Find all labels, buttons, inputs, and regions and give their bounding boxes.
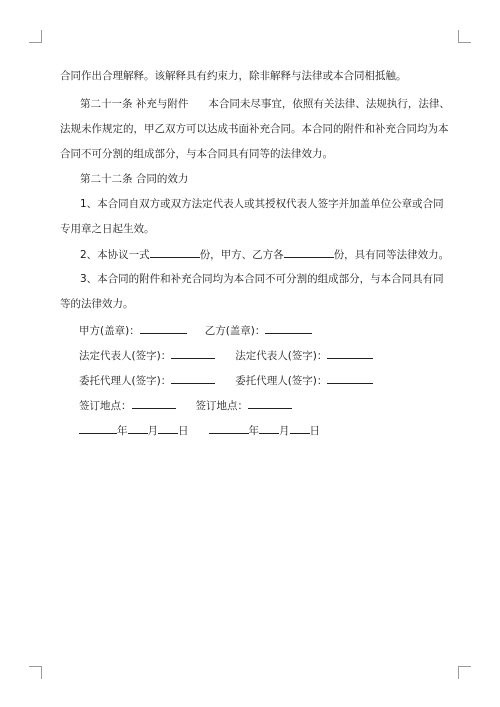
party-a-seal-label: 甲方(盖章)： [79,325,140,337]
place-a-label: 签订地点： [79,400,132,412]
legal-rep-b-label: 法定代表人(签字)： [235,350,328,362]
month-a-label: 月 [147,425,158,437]
clause-2-text-b: 份，甲方、乙方各 [199,249,284,261]
day-b-label: 日 [309,425,320,437]
year-b-label: 年 [248,425,259,437]
legal-rep-b-blank[interactable] [327,348,373,359]
legal-rep-row [79,348,373,363]
month-a-blank[interactable] [128,423,148,434]
agent-a-blank[interactable] [171,373,215,384]
clause-3-line: 3、本合同的附件和补充合同均为本合同不可分割的组成部分，与本合同具有同 [80,273,444,285]
copies-total-blank[interactable] [150,247,200,258]
clause-2-text-c: 份，具有同等法律效力。 [333,249,450,261]
agent-row [79,373,373,388]
party-b-seal-label: 乙方(盖章)： [204,325,266,337]
agent-b-blank[interactable] [327,373,373,384]
clause-1-line: 1、本合同自双方或双方法定代表人或其授权代表人签字并加盖单位公章或合同 [80,198,444,210]
day-b-blank[interactable] [290,423,310,434]
paragraph-line: 合同不可分割的组成部分，与本合同具有同等的法律效力。 [60,148,333,160]
article-21-line [80,97,450,111]
legal-rep-a-label: 法定代表人(签字)： [79,350,172,362]
year-a-blank[interactable] [79,423,117,434]
clause-1-continuation: 专用章之日起生效。 [60,223,155,235]
month-b-label: 月 [279,425,290,437]
clause-3-continuation: 等的法律效力。 [60,298,134,310]
year-a-label: 年 [117,425,128,437]
place-b-blank[interactable] [248,398,292,409]
day-a-label: 日 [178,425,189,437]
place-b-label: 签订地点： [195,400,248,412]
paragraph-line: 法规未作规定的，甲乙双方可以达成书面补充合同。本合同的附件和补充合同均为本 [60,123,449,135]
legal-rep-a-blank[interactable] [171,348,215,359]
article-21-heading: 第二十一条 补充与附件 [80,98,189,110]
date-row [79,423,320,438]
article-21-text: 本合同未尽事宜，依照有关法律、法规执行，法律、 [208,98,450,110]
party-a-seal-blank[interactable] [140,323,187,334]
agent-b-label: 委托代理人(签字)： [235,375,328,387]
month-b-blank[interactable] [259,423,279,434]
paragraph-line: 合同作出合理解释。该解释具有约束力，除非解释与法律或本合同相抵触。 [60,70,407,82]
year-b-blank[interactable] [209,423,249,434]
agent-a-label: 委托代理人(签字)： [79,375,172,387]
party-b-seal-blank[interactable] [265,323,312,334]
day-a-blank[interactable] [158,423,178,434]
place-a-blank[interactable] [132,398,176,409]
article-22-heading: 第二十二条 合同的效力 [80,173,189,185]
seal-row [79,323,312,338]
clause-2-text-a: 2、本协议一式 [80,249,150,261]
copies-each-blank[interactable] [284,247,334,258]
signing-place-row [79,398,292,413]
clause-2-line [80,247,449,262]
